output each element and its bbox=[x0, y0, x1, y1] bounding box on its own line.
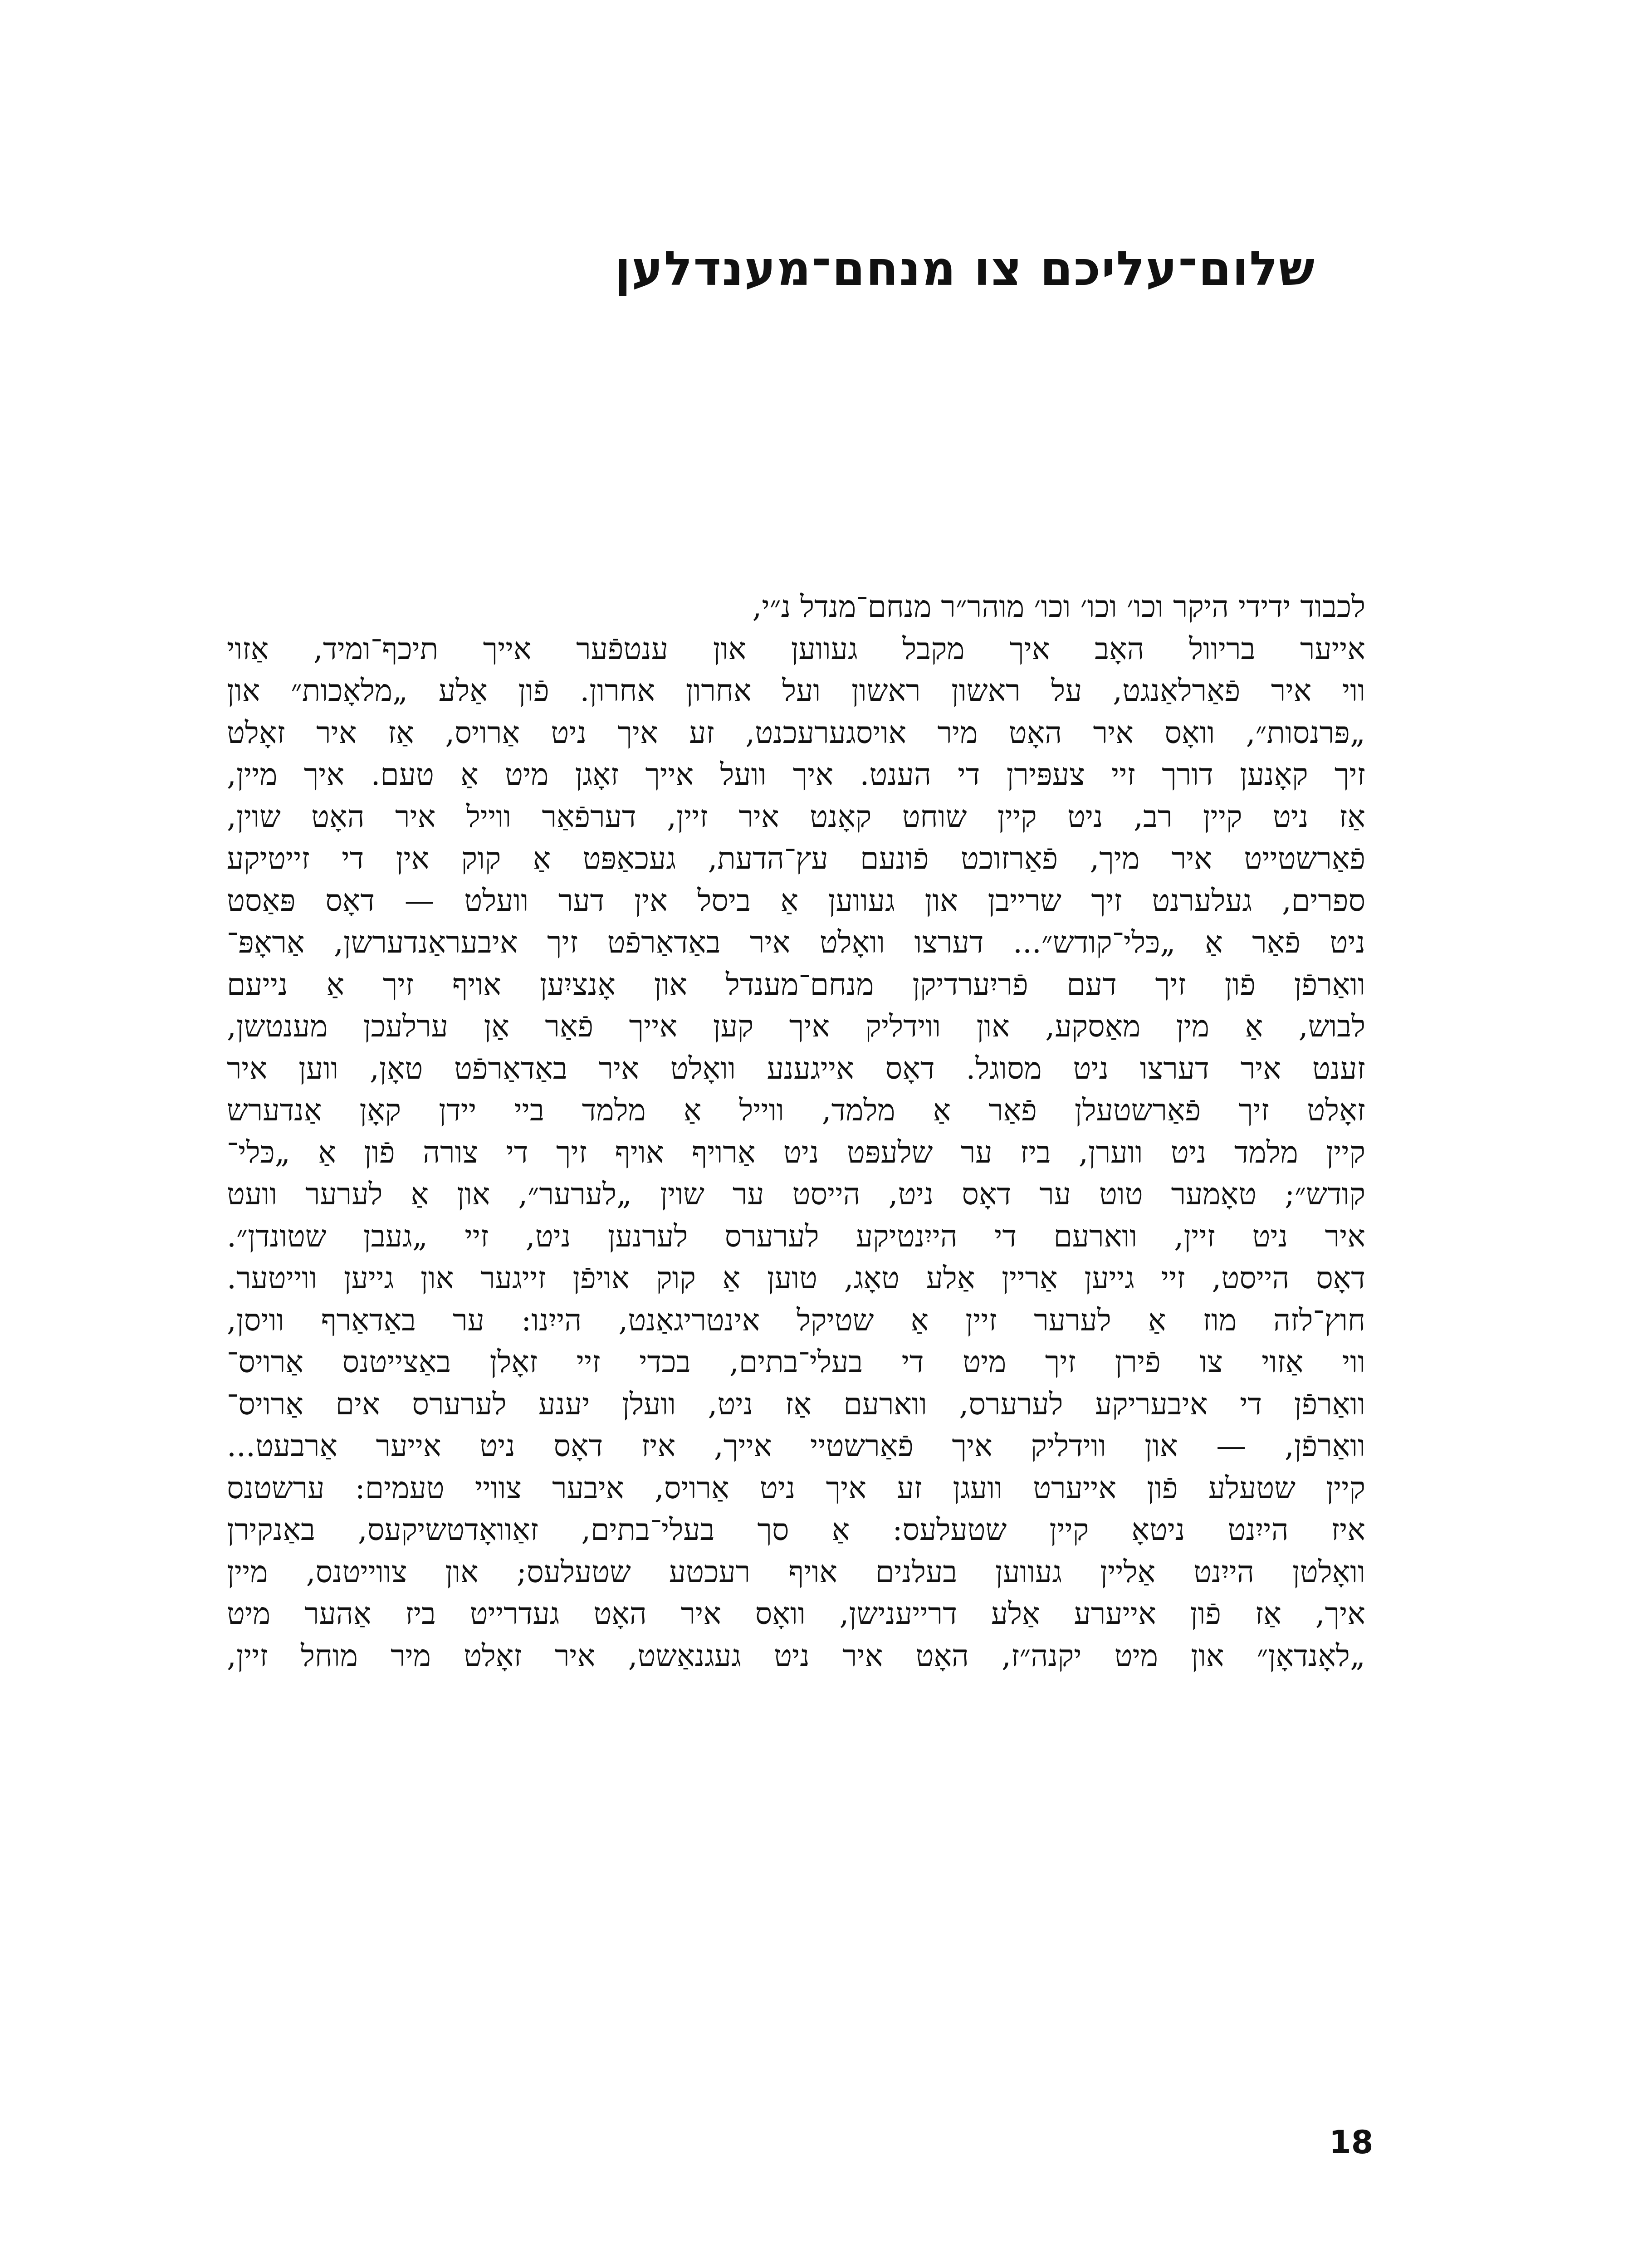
text-line: זאָלט זיך פֿאַרשטעלן פֿאַר אַ מלמד, ווייל אַ מלמד ביי יידן קאָן אַנדערש bbox=[227, 1093, 1365, 1128]
text-line: אייער בריוול האָב איך מקבל געווען און ענטפֿער אייך תיכף־ומיד, אַזוי bbox=[227, 631, 1365, 666]
text-line: וואַרפֿן די איבעריקע לערערס, ווארעם אַז ניט, וועלן יענע לערערס אים אַרויס־ bbox=[227, 1386, 1365, 1422]
text-line: פֿאַרשטייט איר מיך, פֿאַרזוכט פֿונעם עץ־הדעת, געכאַפּט אַ קוק אין די זייטיקע bbox=[227, 841, 1365, 876]
text-line: זיך קאָנען דורך זיי צעפּירן די הענט. איך וועל אייך זאָגן מיט אַ טעם. איך מיין, bbox=[227, 757, 1365, 792]
text-line: וואָלטן הייִנט אַליין געווען בעלנים אויף רעכטע שטעלעס; און צווייטנס, מיין bbox=[227, 1554, 1365, 1589]
text-line: חוץ־לזה מוז אַ לערער זיין אַ שטיקל אינטריגאַנט, הייִנו: ער באַדאַרף וויסן, bbox=[227, 1302, 1365, 1338]
text-line: אַז ניט קיין רב, ניט קיין שוחט קאָנט איר זיין, דערפֿאַר ווייל איר האָט שוין, bbox=[227, 799, 1365, 834]
text-line: ווי איר פֿאַרלאַנגט, על ראשון ראשון ועל אחרון אחרון. פֿון אַלע „מלאָכות״ און bbox=[227, 673, 1365, 708]
text-line: איר ניט זיין, ווארעם די הייִנטיקע לערערס לערנען ניט, זיי „געבן שטונדן״. bbox=[227, 1218, 1365, 1254]
page-title: שלום־עליכם צו מנחם־מענדלען bbox=[614, 241, 1315, 296]
text-line: לבוש, אַ מין מאַסקע, און ווידליק איך קען אייך פֿאַר אַן ערלעכן מענטשן, bbox=[227, 1009, 1365, 1044]
text-line: ספרים, געלערנט זיך שרייבן און געווען אַ ביסל אין דער וועלט — דאָס פּאַסט bbox=[227, 883, 1365, 918]
letter-salutation: לכבוד ידידי היקר וכו׳ וכו׳ וכו׳ מוהר״ר מנחם־מנדל נ״י, bbox=[752, 589, 1365, 624]
text-line: קודש״; טאָמער טוט ער דאָס ניט, הייסט ער שוין „לערער״, און אַ לערער וועט bbox=[227, 1177, 1365, 1212]
text-line: קיין מלמד ניט ווערן, ביז ער שלעפּט ניט אַרויף אויף זיך די צורה פֿון אַ „כּלי־ bbox=[227, 1134, 1365, 1170]
text-line: קיין שטעלע פֿון אייערט וועגן זע איך ניט אַרויס, איבער צוויי טעמים: ערשטנס bbox=[227, 1470, 1365, 1505]
text-line: דאָס הייסט, זיי גייען אַריין אַלע טאָג, טוען אַ קוק אויפֿן זייגער און גייען ווייטער. bbox=[227, 1261, 1365, 1295]
text-line: ווי אַזוי צו פֿירן זיך מיט די בעלי־בתים, בכדי זיי זאָלן באַצייטנס אַרויס־ bbox=[227, 1344, 1365, 1379]
text-line: זענט איר דערצו ניט מסוגל. דאָס אייגענע וואָלט איר באַדאַרפֿט טאָן, ווען איר bbox=[227, 1051, 1365, 1086]
letter-body bbox=[227, 586, 1365, 1677]
text-line: „פּרנסות״, וואָס איר האָט מיר אויסגערעכנט, זע איך ניט אַרויס, אַז איר זאָלט bbox=[227, 715, 1365, 750]
text-line: „לאָנדאָן״ און מיט יקנה״ז, האָט איר ניט געגנאַשט, איר זאָלט מיר מוחל זיין, bbox=[227, 1638, 1365, 1673]
text-line: וואַרפֿן, — און ווידליק איך פֿאַרשטיי אייך, איז דאָס ניט אייער אַרבעט... bbox=[227, 1428, 1365, 1463]
text-line: ניט פֿאַר אַ „כּלי־קודש״... דערצו וואָלט איר באַדאַרפֿט זיך איבעראַנדערשן, אַראָפּ־ bbox=[227, 925, 1365, 960]
page-number: 18 bbox=[1329, 2124, 1374, 2161]
text-line: איז הייִנט ניטאָ קיין שטעלעס: אַ סך בעלי־בתים, זאַוואָדטשיקעס, באַנקירן bbox=[227, 1512, 1365, 1547]
text-line: איך, אַז פֿון אייערע אַלע דרייענישן, וואָס איר האָט געדרייט ביז אַהער מיט bbox=[227, 1596, 1365, 1631]
text-line: וואַרפֿן פֿון זיך דעם פֿריִערדיקן מנחם־מענדל און אָנציִען אויף זיך אַ נייעם bbox=[227, 967, 1365, 1002]
